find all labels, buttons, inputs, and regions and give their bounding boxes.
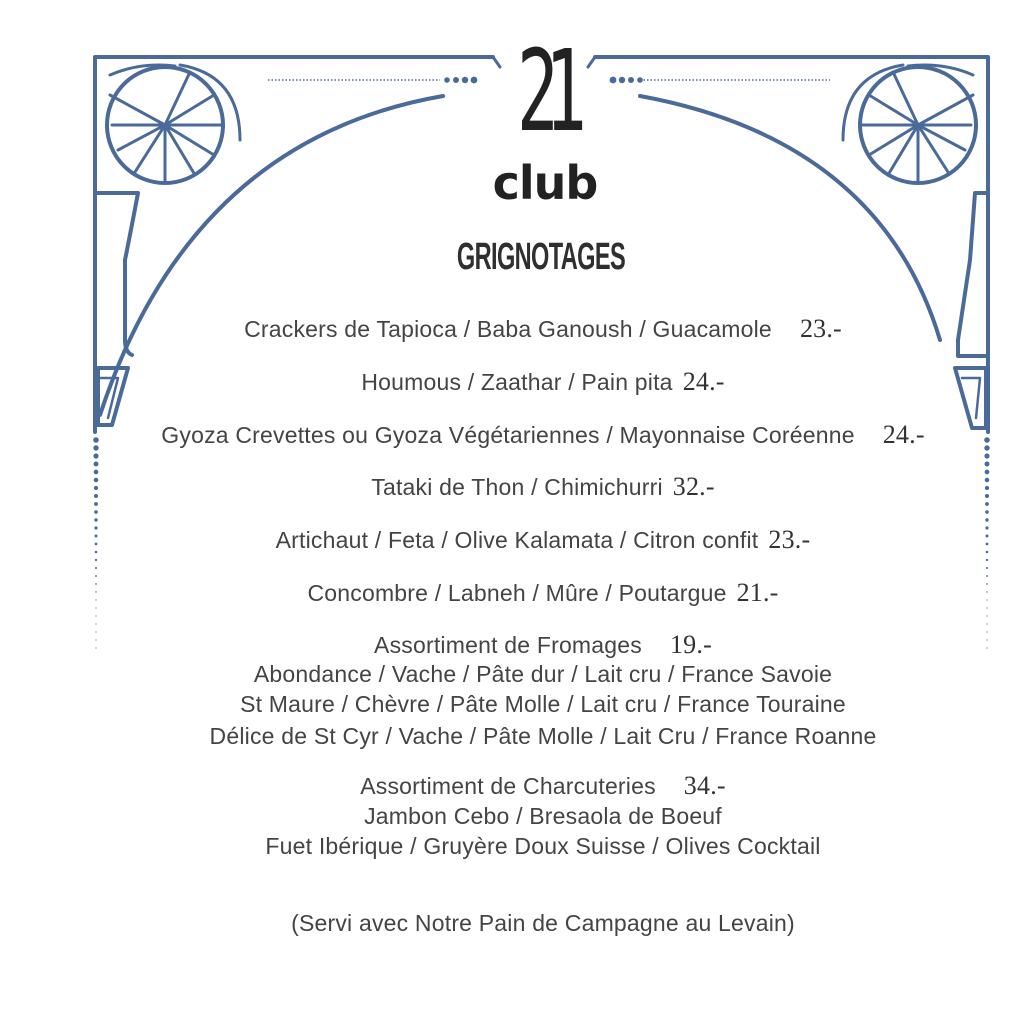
item-name: Concombre / Labneh / Mûre / Poutargue	[307, 580, 727, 606]
frame-dot	[986, 623, 987, 624]
item-name: Artichaut / Feta / Olive Kalamata / Citron confit	[275, 527, 759, 553]
footer-note: (Servi avec Notre Pain de Campagne au Levain)	[291, 910, 795, 936]
charcuteries-title-line	[0, 771, 1022, 801]
frame-dot	[94, 518, 97, 521]
frame-dot	[95, 559, 97, 561]
item-name: Gyoza Crevettes ou Gyoza Végétariennes / Mayonnaise Coréenne	[161, 422, 855, 448]
frame-dot	[985, 502, 989, 506]
frame-dot	[94, 502, 98, 506]
item-price: 21.-	[736, 578, 779, 607]
menu-item	[0, 420, 1022, 450]
fromages-detail: Délice de St Cyr / Vache / Pâte Molle / Lait Cru / France Roanne	[209, 723, 877, 749]
frame-dot	[986, 615, 987, 616]
charcuteries-price: 34.-	[683, 771, 726, 800]
frame-dot	[95, 623, 96, 624]
frame-dot	[95, 575, 97, 577]
frame-dot	[94, 462, 99, 467]
item-name: Tataki de Thon / Chimichurri	[371, 474, 663, 500]
fromages-price: 19.-	[669, 630, 712, 659]
menu-item	[0, 314, 1022, 344]
logo-number: 21	[516, 27, 574, 157]
frame-dot	[985, 518, 988, 521]
menu-item	[0, 367, 1022, 397]
frame-dot	[986, 575, 988, 577]
frame-dot	[94, 510, 98, 514]
frame-dot	[986, 559, 988, 561]
left-fan-ornament	[107, 65, 240, 183]
item-price: 32.-	[672, 472, 715, 501]
item-price: 24.-	[882, 420, 925, 449]
fromages-title-line	[0, 630, 1022, 660]
frame-dot	[93, 453, 98, 458]
menu-item	[0, 525, 1022, 555]
charcuteries-detail: Jambon Cebo / Bresaola de Boeuf	[364, 803, 722, 829]
logo-word: club	[492, 156, 598, 210]
menu-item	[0, 472, 1022, 502]
right-fan-ornament	[843, 65, 976, 183]
item-price: 23.-	[799, 314, 842, 343]
club-logo	[470, 22, 620, 210]
frame-dot	[984, 453, 989, 458]
section-title: GRIGNOTAGES	[456, 236, 626, 278]
fromages-title: Assortiment de Fromages	[374, 632, 642, 658]
frame-dot	[95, 615, 96, 616]
item-price: 24.-	[682, 367, 725, 396]
item-name: Crackers de Tapioca / Baba Ganoush / Guacamole	[244, 316, 772, 342]
frame-dot	[986, 567, 988, 569]
charcuteries-detail: Fuet Ibérique / Gruyère Doux Suisse / Olives Cocktail	[265, 833, 821, 859]
item-price: 23.-	[768, 525, 811, 554]
fromages-detail: St Maure / Chèvre / Pâte Molle / Lait cru / France Touraine	[240, 691, 846, 717]
frame-dot	[95, 567, 97, 569]
item-name: Houmous / Zaathar / Pain pita	[361, 369, 673, 395]
frame-dot	[985, 510, 989, 514]
frame-dot	[985, 462, 990, 467]
fromages-detail: Abondance / Vache / Pâte dur / Lait cru / France Savoie	[253, 661, 833, 687]
menu-item	[0, 578, 1022, 608]
charcuteries-title: Assortiment de Charcuteries	[360, 773, 656, 799]
